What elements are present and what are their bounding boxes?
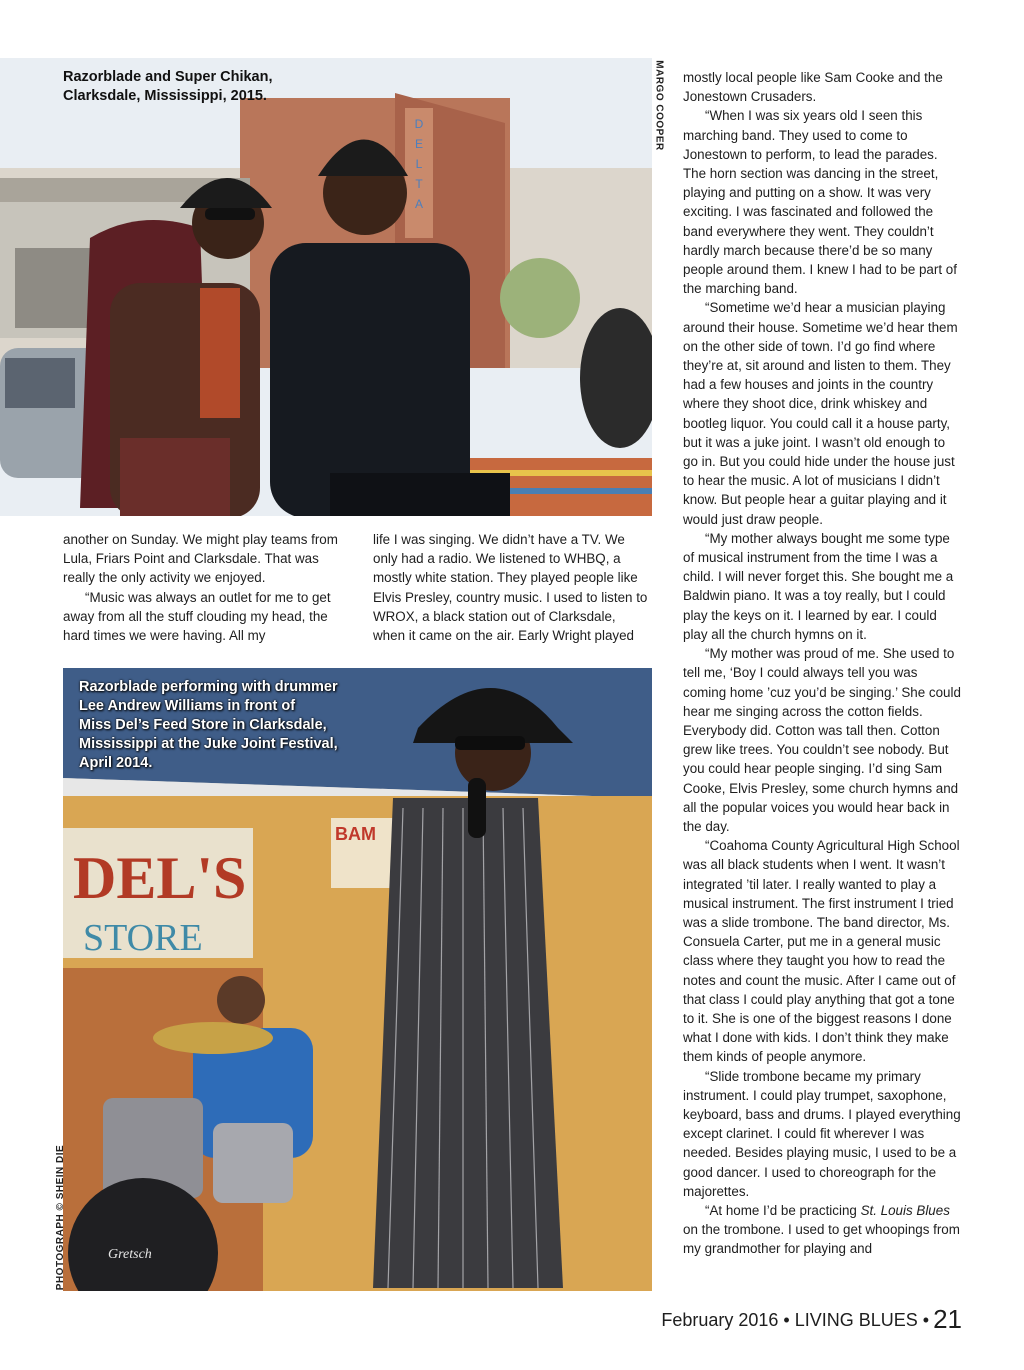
- store-sign-text: DEL'S: [73, 845, 247, 911]
- caption-line: Clarksdale, Mississippi, 2015.: [63, 88, 267, 104]
- text-span: “At home I’d be practicing: [705, 1202, 861, 1218]
- page-number: 21: [933, 1304, 962, 1334]
- drum-brand-text: Gretsch: [108, 1247, 152, 1262]
- photo-razorblade-super-chikan: [0, 58, 652, 516]
- sign-letter: E: [414, 137, 424, 151]
- photo-top-caption: [63, 68, 293, 106]
- caption-line: Mississippi at the Juke Joint Festival,: [79, 736, 338, 752]
- article-column-2: [373, 530, 651, 645]
- photo-top-illustration: [0, 58, 652, 516]
- article-paragraph: “When I was six years old I seen this marching band. They used to come to Jonestown to perform, to lead the parades. The horn section was dancing in the street, playing and putting on a show. It was very exciting. I was fascinated and followed the band everywhere they went. They couldn’t hardly march because there’d be so many people around them. I knew I had to be part of the marching band.: [683, 108, 957, 297]
- article-paragraph: mostly local people like Sam Cooke and the Jonestown Crusaders.: [683, 70, 943, 105]
- photo-top-credit: MARGO COOPER: [653, 60, 665, 151]
- article-paragraph: “Coahoma County Agricultural High School was all black students when I went. It wasn’t integrated ’til later. I really wanted to play a musical instrument. The first instrument I tried was a slide trombone. The band director, Ms. Consuela Carter, put me in a general music class where they taught you how to read the notes and count the music. After I came out of that class I could play anything that got a tone to it. She is one of the biggest reasons I done what I done with kids. I don’t think they make them kinds of people anymore.: [683, 838, 960, 1065]
- article-column-3: [683, 68, 961, 1259]
- article-paragraph: “My mother was proud of me. She used to tell me, ‘Boy I could always tell you was coming home ’cuz you’d be singing.’ She could hear me singing across the cotton fields. Everybody did. Cotton was tall then. Cotton grew like trees. You couldn’t see nobody. But you could hear people singing. I’d sing Sam Cooke, Elvis Presley, some church hymns and all the popular voices you would hear back in the day.: [683, 646, 961, 834]
- photo-bottom-caption: [79, 678, 369, 773]
- article-paragraph: “My mother always bought me some type of musical instrument from the time I was a child. I will never forget this. She bought me a Baldwin piano. It was a toy really, but I could play the keys on it. I learned by ear. I could play all the church hymns on it.: [683, 530, 954, 642]
- page-footer: [661, 1304, 962, 1335]
- article-paragraph: “Music was always an outlet for me to get away from all the stuff clouding my head, the hard times we were having. All my: [63, 589, 331, 644]
- article-paragraph: another on Sunday. We might play teams from Lula, Friars Point and Clarksdale. That was really the only activity we enjoyed.: [63, 532, 338, 586]
- caption-line: Razorblade performing with drummer: [79, 679, 338, 695]
- song-title: St. Louis Blues: [860, 1202, 950, 1218]
- article-paragraph: life I was singing. We didn’t have a TV. We only had a radio. We listened to WHBQ, a mostly white station. They played people like Elvis Presley, country music. I used to listen to WROX, a black station out of Clarksdale, when it came on the air. Early Wright played: [373, 532, 648, 644]
- footer-text: February 2016 • LIVING BLUES •: [661, 1310, 930, 1330]
- caption-line: April 2014.: [79, 755, 153, 771]
- article-paragraph: “Sometime we’d hear a musician playing around their house. Sometime we’d hear them on the other side of town. I’d go find where they’re at, sit around and listen to them. They had a few houses and joints in the country where they shoot dice, drink whiskey and bootleg liquor. You could call it a house party, but it was a juke joint. I wasn’t old enough to go in. But you could hide under the house just to hear the music. A lot of musicians I didn’t know. But people hear a guitar playing and it would just draw people.: [683, 300, 958, 527]
- article-paragraph: [683, 1201, 961, 1259]
- store-sign-text: STORE: [83, 917, 203, 959]
- caption-line: Miss Del’s Feed Store in Clarksdale,: [79, 717, 327, 733]
- article-paragraph: “Slide trombone became my primary instrument. I could play trumpet, saxophone, keyboard, bass and drums. I played everything except clarinet. I could fit wherever I was needed. Besides playing music, I used to be a good dancer. I used to choreograph for the majorettes.: [683, 1068, 961, 1199]
- banner-text: BAM: [335, 824, 376, 844]
- sign-letter: L: [415, 157, 423, 171]
- text-span: on the trombone. I used to get whoopings from my grandmother for playing and: [683, 1222, 960, 1257]
- caption-line: Razorblade and Super Chikan,: [63, 69, 273, 85]
- caption-line: Lee Andrew Williams in front of: [79, 698, 296, 714]
- sign-letter: T: [415, 177, 423, 191]
- article-column-1: [63, 530, 341, 645]
- sign-letter: A: [414, 197, 424, 211]
- sign-letter: D: [414, 117, 424, 131]
- photo-bottom-credit: PHOTOGRAPH © SHEIN DIE: [55, 1144, 67, 1291]
